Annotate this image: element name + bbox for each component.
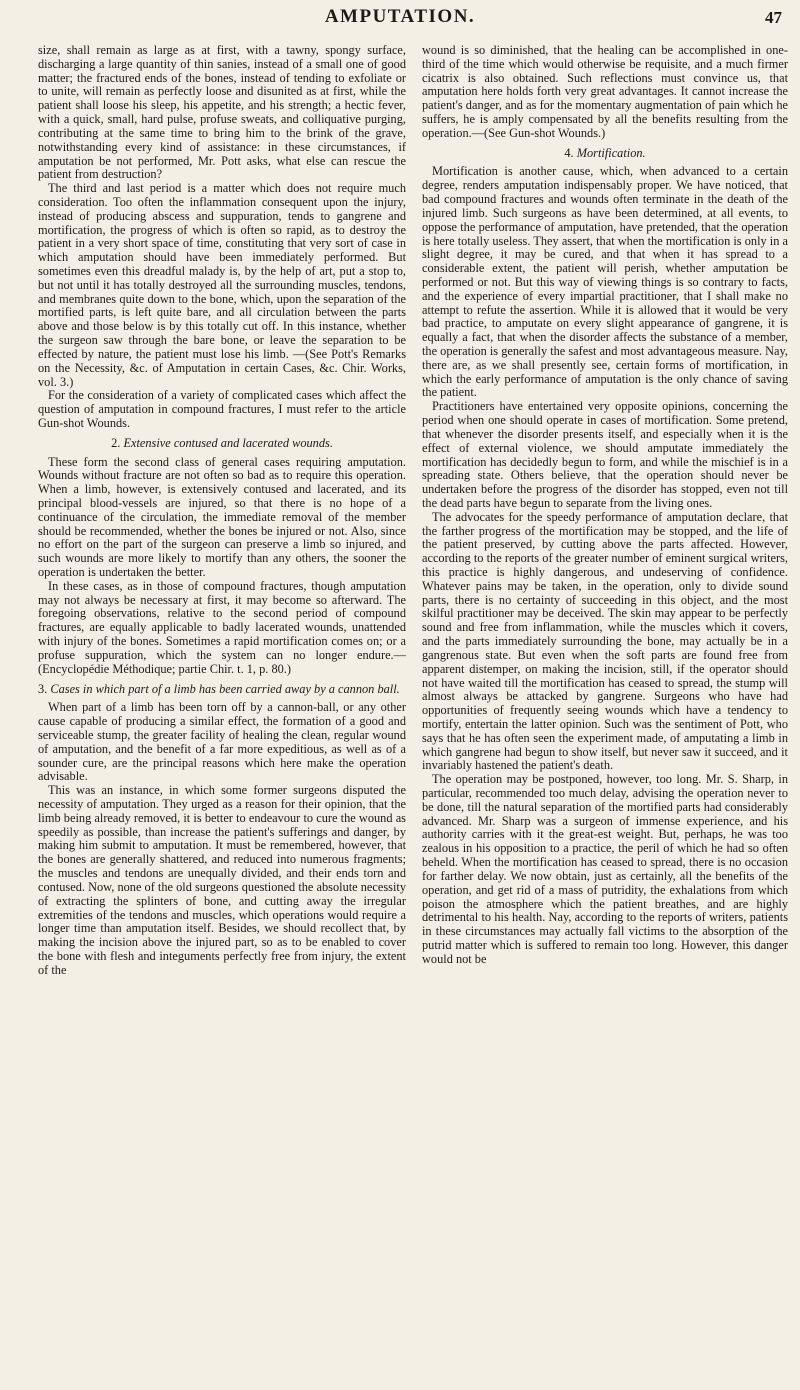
section-heading <box>38 437 406 451</box>
paragraph: wound is so diminished, that the healing can be accomplished in one-third of the time which would otherwise be requisite, and a much firmer cicatrix is also obtained. Such reflections must convince us, that amputation here holds forth very great advantages. It cannot increase the patient's danger, and as for the momentary augmentation of pain which he suffers, he is amply compensated by all the benefits resulting from the operation.—(See Gun-shot Wounds.) <box>422 43 788 140</box>
section-heading <box>422 147 788 161</box>
paragraph: The operation may be postponed, however, too long. Mr. S. Sharp, in particular, recommended too much delay, advising the operation never to be done, till the natural separation of the mortified parts had considerably advanced. Mr. Sharp was a surgeon of immense experience, and his authority carries with it the great-est weight. But, perhaps, he was too zealous in his opposition to a practice, the peril of which he had so often beheld. When the mortification has ceased to spread, there is no occasion for farther delay. We now obtain, just as certainly, all the benefits of the operation, and get rid of a mass of putridity, the exhalations from which poison the atmosphere which the patient breathes, and are highly detrimental to his health. Nay, according to the reports of writers, patients in these circumstances may actually fall victims to the absorption of the putrid matter which is suffered to remain too long. However, this danger would not be <box>422 772 788 966</box>
section-title: Mortification. <box>576 145 646 160</box>
paragraph: size, shall remain as large as at first, with a tawny, spongy surface, discharging a large quantity of thin sanies, instead of a small one of good matter; the fractured ends of the bones, instead of tending to exfoliate or to unite, will remain as perfectly loose and disunited as at first, while the patient shall loose his sleep, his appetite, and his strength; a hectic fever, with a quick, small, hard pulse, profuse sweats, and colliquative purging, contributing at the same time to bring him to the brink of the grave, notwithstanding every kind of assistance: in these circumstances, if amputation be not performed, Mr. Pott asks, what else can rescue the patient from destruction? <box>38 43 406 182</box>
paragraph: This was an instance, in which some former surgeons disputed the necessity of amputation. They urged as a reason for their opinion, that the limb being already removed, it is better to endeavour to cure the wound as speedily as possible, than increase the patient's sufferings and danger, by making him submit to amputation. It must be remembered, however, that the bones are generally shattered, and reduced into numerous fragments; the muscles and tendons are unequally divided, and their ends torn and contused. Now, none of the old surgeons questioned the absolute necessity of extracting the splinters of bone, and cutting away the irregular extremities of the tendons and muscles, which operations would require a longer time than amputation itself. Besides, we should recollect that, by making the incision above the injured part, so as to be enabled to cover the bone with flesh and integuments perfectly free from injury, the extent of the <box>38 783 406 977</box>
paragraph: These form the second class of general cases requiring amputation. Wounds without fracture are not often so bad as to require this operation. When a limb, however, is extensively contused and lacerated, and its principal blood-vessels are injured, so that there is no hope of a continuance of the circulation, the immediate removal of the member should be recommended, whether the bones be injured or not. Also, since no effort on the part of the surgeon can preserve a limb so injured, and such wounds are more likely to mortify than any others, the sooner the operation is undertaken the better. <box>38 454 406 580</box>
section-title: Extensive contused and lacerated wounds. <box>123 435 333 450</box>
running-head <box>0 6 800 36</box>
section-number: 3. <box>38 681 48 696</box>
paragraph: When part of a limb has been torn off by a cannon-ball, or any other cause capable of producing a similar effect, the formation of a good and serviceable stump, the greater facility of healing the clean, regular wound of amputation, and the benefit of a far more expeditious, as well as of a sounder cure, are the principal reasons which here make the operation advisable. <box>38 700 406 784</box>
paragraph: The third and last period is a matter which does not require much consideration. Too often the inflammation consequent upon the injury, instead of producing abscess and suppuration, tends to gangrene and mortification, the progress of which is often so rapid, as to destroy the patient in a very short space of time, constituting that very sort of case in which amputation should have been immediately performed. But sometimes even this dreadful malady is, by the help of art, put a stop to, but not until it has totally destroyed all the surrounding muscles, tendons, and membranes quite down to the bone, which, upon the separation of the mortified parts, is left quite bare, and all circulation between the parts above and those below is by this totally cut off. In this instance, whether the surgeon saw through the bare bone, or leave the separation to be effected by nature, the patient must lose his limb. —(See Pott's Remarks on the Necessity, &c. of Amputation in certain Cases, &c. Chir. Works, vol. 3.) <box>38 181 406 389</box>
paragraph: In these cases, as in those of compound fractures, though amputation may not always be necessary at first, it may become so afterward. The foregoing observations, relative to the second period of compound fractures, are equally applicable to badly lacerated wounds, unattended with injury of the bones. Sometimes a rapid mortification comes on; or a profuse suppuration, which the system can no longer endure.— (Encyclopédie Méthodique; partie Chir. t. 1, p. 80.) <box>38 578 406 676</box>
section-number: 2. <box>111 435 121 450</box>
section-number: 4. <box>564 145 574 160</box>
paragraph: Mortification is another cause, which, when advanced to a certain degree, renders amputation indispensably proper. We have noticed, that bad compound fractures and wounds often terminate in the death of the injured limb. Such surgeons as have been determined, at all events, to oppose the performance of amputation, have pretended, that the operation is here totally useless. They assert, that when the mortification is only in a slight degree, it may be cured, and that when it has spread to a considerable extent, the patient will perish, whether amputation be performed or not. But this way of viewing things is so contrary to facts, and the experience of every impartial practitioner, that I shall make no attempt to refute the assertion. While it is allowed that it would be very bad practice, to amputate on every slight appearance of gangrene, it is equally a fact, that when the disorder affects the substance of a member, the operation is generally the safest and most advantageous measure. Nay, there are, as we shall presently see, certain forms of mortification, in which the early performance of amputation is the only chance of saving the patient. <box>422 164 788 400</box>
paragraph: For the consideration of a variety of complicated cases which affect the question of amputation in compound fractures, I must refer to the article Gun-shot Wounds. <box>38 388 406 430</box>
right-column <box>422 44 788 967</box>
section-heading <box>38 683 406 697</box>
paragraph: Practitioners have entertained very opposite opinions, concerning the period when one should operate in cases of mortification. Some pretend, that whenever the disorder presents itself, and especially when it is the effect of external violence, we should amputate immediately the mortification has decidedly begun to form, and while the mischief is in a spreading state. Others believe, that the operation should never be undertaken before the progress of the disorder has stopped, even not till the dead parts have begun to separate from the living ones. <box>422 399 788 510</box>
section-title: Cases in which part of a limb has been carried away by a cannon ball. <box>50 681 400 696</box>
page-number: 47 <box>765 8 782 27</box>
running-title: AMPUTATION. <box>324 6 476 27</box>
paragraph: The advocates for the speedy performance of amputation declare, that the farther progress of the mortification may be stopped, and the life of the patient preserved, by cutting above the parts affected. However, according to the reports of the greater number of eminent surgical writers, this practice is highly dangerous, and undeserving of confidence. Whatever pains may be taken, in the operation, only to divide sound parts, there is no certainty of succeeding in this object, and the most skilful practitioner may be deceived. The skin may appear to be perfectly sound and free from inflammation, while the muscles which it covers, and the parts immediately surrounding the bone, may actually be in a gangrenous state. But even when the soft parts are found free from apparent distemper, on making the incision, still, if the operator should not have waited till the mortification has ceased to spread, the stump will almost always be attacked by gangrene. Surgeons who have had opportunities of frequently seeing wounds which have a tendency to mortify, entertain the latter opinion. Such was the sentiment of Pott, who says that he has often seen the experiment made, of amputating a limb in which gangrene had begun to show itself, but never saw it succeed, and it invariably hastened the patient's death. <box>422 509 788 773</box>
left-column <box>38 44 406 978</box>
